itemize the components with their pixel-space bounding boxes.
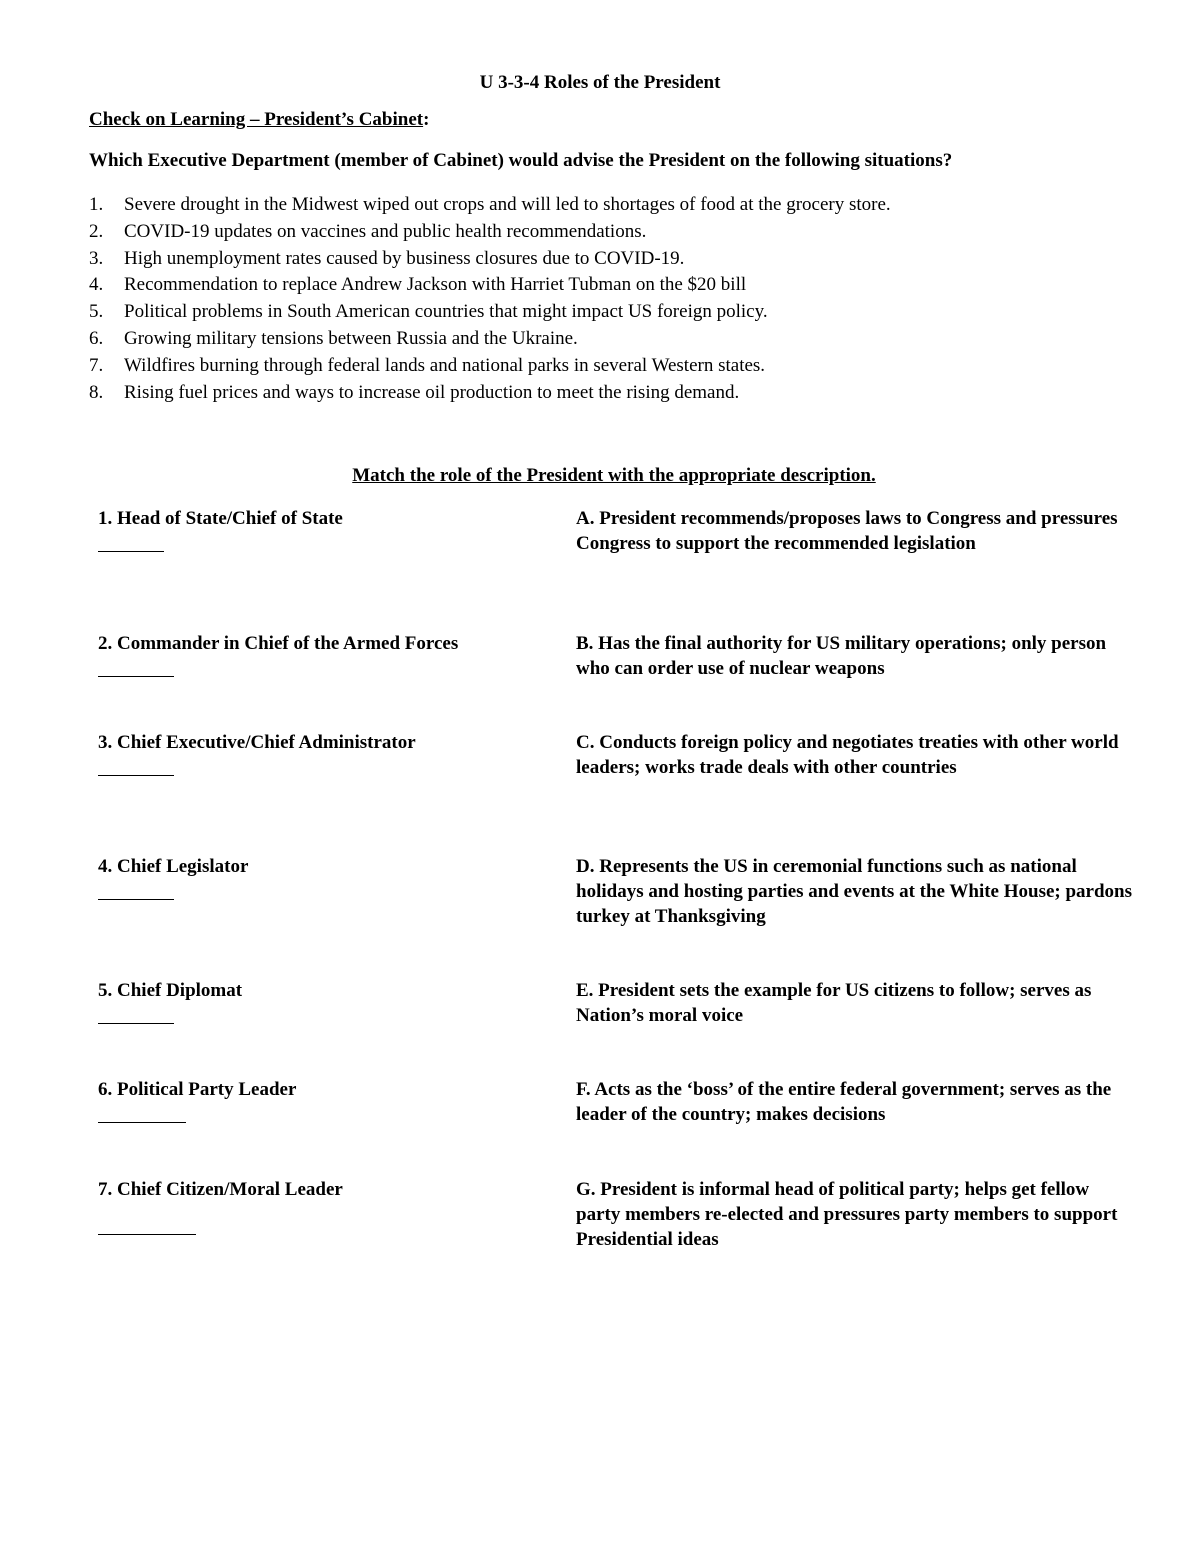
description-item: A. President recommends/proposes laws to Congress and pressures Congress to support the recommended legislation [576,508,1118,554]
role-label: 6. Political Party Leader [98,1079,297,1100]
match-heading: Match the role of the President with the appropriate description. [352,465,876,486]
situation-number: 8. [89,381,104,403]
situation-text: Growing military tensions between Russia and the Ukraine. [124,327,578,349]
answer-blank[interactable] [98,775,174,776]
page-title: U 3-3-4 Roles of the President [479,72,721,93]
role-label: 4. Chief Legislator [98,856,249,877]
situation-item [89,326,891,353]
situation-text: Political problems in South American countries that might impact US foreign policy. [124,301,768,323]
situation-item [89,380,891,407]
situations-list [89,192,891,406]
answer-blank[interactable] [98,899,174,900]
situation-number: 7. [89,354,104,376]
description-item: E. President sets the example for US citizens to follow; serves as Nation’s moral voice [576,980,1092,1026]
answer-blank[interactable] [98,676,174,677]
situation-number: 3. [89,247,104,269]
section-heading-text: Check on Learning – President’s Cabinet [89,109,424,130]
role-item [98,506,343,552]
situation-item [89,353,891,380]
answer-blank[interactable] [98,1234,196,1235]
situation-item [89,299,891,326]
situation-text: Rising fuel prices and ways to increase oil production to meet the rising demand. [124,381,740,403]
role-item [98,1177,343,1235]
situation-item [89,219,891,246]
situation-number: 4. [89,274,104,296]
role-label: 7. Chief Citizen/Moral Leader [98,1179,343,1200]
answer-blank[interactable] [98,1122,186,1123]
role-label: 3. Chief Executive/Chief Administrator [98,732,416,753]
section-heading-colon: : [423,109,430,130]
description-item: B. Has the final authority for US military operations; only person who can order use of nuclear weapons [576,633,1107,679]
situation-number: 1. [89,194,104,215]
description-item: F. Acts as the ‘boss’ of the entire federal government; serves as the leader of the country; makes decisions [576,1079,1112,1125]
situation-text: COVID-19 updates on vaccines and public health recommendations. [124,220,647,242]
situation-number: 6. [89,327,104,349]
situation-item [89,192,891,219]
situation-number: 2. [89,220,104,242]
role-label: 5. Chief Diplomat [98,980,243,1001]
role-item [98,978,242,1024]
situation-text: High unemployment rates caused by business closures due to COVID-19. [124,247,685,269]
description-item: G. President is informal head of political party; helps get fellow party members re-elected and pressures party members to support Presidential ideas [576,1179,1118,1250]
situation-number: 5. [89,301,104,323]
answer-blank[interactable] [98,1023,174,1024]
role-item [98,1077,296,1123]
role-item [98,730,416,776]
cabinet-question: Which Executive Department (member of Cabinet) would advise the President on the following situations? [89,150,953,171]
situation-text: Severe drought in the Midwest wiped out crops and will led to shortages of food at the grocery store. [124,194,891,215]
situation-item [89,246,891,273]
role-item [98,854,248,900]
section-heading [89,109,429,131]
situation-text: Recommendation to replace Andrew Jackson with Harriet Tubman on the $20 bill [124,274,747,296]
description-item: C. Conducts foreign policy and negotiates treaties with other world leaders; works trade deals with other countries [576,732,1119,778]
role-label: 1. Head of State/Chief of State [98,508,343,529]
answer-blank[interactable] [98,551,164,552]
situation-text: Wildfires burning through federal lands and national parks in several Western states. [124,354,766,376]
situation-item [89,272,891,299]
description-item: D. Represents the US in ceremonial functions such as national holidays and hosting parties and events at the White House; pardons turkey at Thanksgiving [576,856,1133,927]
role-item [98,631,458,677]
role-label: 2. Commander in Chief of the Armed Forces [98,633,459,654]
